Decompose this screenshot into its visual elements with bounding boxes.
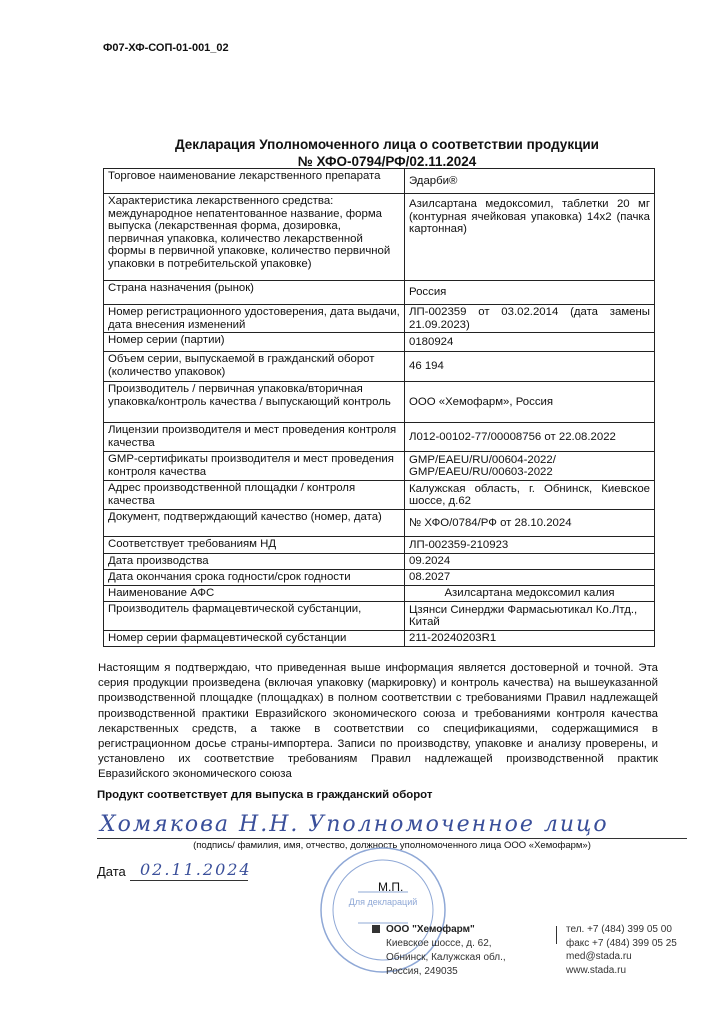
row-label: Производитель / первичная упаковка/вторичная упаковка/контроль качества / выпускающий контроль <box>104 382 405 423</box>
table-row <box>104 333 655 352</box>
row-value: 0180924 <box>405 333 655 352</box>
table-row <box>104 602 655 631</box>
date-label: Дата <box>97 864 126 879</box>
email-link[interactable]: med@stada.ru <box>566 951 632 962</box>
row-label: Номер серии (партии) <box>104 333 405 352</box>
handwritten-date: 02.11.2024 <box>140 860 252 879</box>
table-row <box>104 570 655 586</box>
stamp-label: М.П. <box>378 880 404 894</box>
row-value: № ХФО/0784/РФ от 28.10.2024 <box>405 510 655 537</box>
company-name: ООО "Хемофарм" <box>386 924 475 935</box>
date-line <box>130 880 248 881</box>
table-row <box>104 537 655 554</box>
row-value: Цзянси Синерджи Фармасьютикал Ко.Лтд., Китай <box>405 602 655 631</box>
address-line: Киевское шоссе, д. 62, <box>386 938 492 949</box>
row-value: 08.2027 <box>405 570 655 586</box>
footer-divider <box>556 926 557 944</box>
signature-line <box>97 838 687 839</box>
table-row <box>104 452 655 481</box>
row-value: ЛП-002359 от 03.02.2014 (дата замены 21.09.2023) <box>405 305 655 333</box>
company-logo-icon <box>372 925 380 933</box>
row-value: Азилсартана медоксомил калия <box>405 586 655 602</box>
row-value: ЛП-002359-210923 <box>405 537 655 554</box>
website-link[interactable]: www.stada.ru <box>566 964 627 976</box>
phone: тел. +7 (484) 399 05 00 <box>566 924 672 935</box>
row-label: Торговое наименование лекарственного препарата <box>104 169 405 194</box>
handwritten-signature: Хомякова Н.Н. Уполномоченное лицо <box>100 812 609 837</box>
table-row <box>104 281 655 305</box>
table-row <box>104 554 655 570</box>
row-value: 09.2024 <box>405 554 655 570</box>
row-value: Л012-00102-77/00008756 от 22.08.2022 <box>405 423 655 452</box>
row-label: Объем серии, выпускаемой в гражданский оборот (количество упаковок) <box>104 352 405 382</box>
fax: факс +7 (484) 399 05 25 <box>566 937 677 949</box>
table-row <box>104 194 655 281</box>
row-value: ООО «Хемофарм», Россия <box>405 382 655 423</box>
row-value: 211-20240203R1 <box>405 631 655 647</box>
table-row <box>104 481 655 510</box>
row-value: Калужская область, г. Обнинск, Киевское шоссе, д.62 <box>405 481 655 510</box>
row-label: Номер регистрационного удостоверения, дата выдачи, дата внесения изменений <box>104 305 405 333</box>
document-title <box>100 136 674 170</box>
stamp-text: Для деклараций <box>348 897 418 907</box>
address-line: Россия, 249035 <box>386 966 458 977</box>
row-label: Дата окончания срока годности/срок годности <box>104 570 405 586</box>
declaration-table <box>103 168 655 647</box>
row-value: GMP/EAEU/RU/00604-2022/ GMP/EAEU/RU/00603-2022 <box>405 452 655 481</box>
row-value: 46 194 <box>405 352 655 382</box>
row-label: Соответствует требованиям НД <box>104 537 405 554</box>
table-row <box>104 352 655 382</box>
signature-caption: (подпись/ фамилия, имя, отчество, должность уполномоченного лица ООО «Хемофарм») <box>193 840 591 851</box>
row-label: Характеристика лекарственного средства: международное непатентованное название, форма выпуска (лекарственная форма, дозировка, первичная упаковка, количество лекарственной формы в первичной упаковке, количество первичной упаковки в потребительской упаковке) <box>104 194 405 281</box>
row-label: Дата производства <box>104 554 405 570</box>
company-address <box>386 923 506 979</box>
row-label: GMP-сертификаты производителя и мест проведения контроля качества <box>104 452 405 481</box>
title-line-1: Декларация Уполномоченного лица о соответствии продукции <box>175 137 599 152</box>
table-row <box>104 631 655 647</box>
address-line: Обнинск, Калужская обл., <box>386 952 506 963</box>
table-row <box>104 169 655 194</box>
form-code: Ф07-ХФ-СОП-01-001_02 <box>103 42 229 54</box>
row-label: Страна назначения (рынок) <box>104 281 405 305</box>
table-row <box>104 586 655 602</box>
table-row <box>104 510 655 537</box>
table-row <box>104 423 655 452</box>
table-row <box>104 382 655 423</box>
row-label: Производитель фармацевтической субстанции, <box>104 602 405 631</box>
declaration-number: № ХФО-0794/РФ/02.11.2024 <box>297 154 477 169</box>
row-label: Наименование АФС <box>104 586 405 602</box>
row-label: Лицензии производителя и мест проведения контроля качества <box>104 423 405 452</box>
product-release-statement: Продукт соответствует для выпуска в гражданский оборот <box>97 789 433 801</box>
company-contacts <box>566 923 677 977</box>
row-value: Азилсартана медоксомил, таблетки 20 мг (контурная ячейковая упаковка) 14х2 (пачка картонная) <box>405 194 655 281</box>
row-label: Адрес производственной площадки / контроля качества <box>104 481 405 510</box>
row-value: Россия <box>405 281 655 305</box>
row-label: Документ, подтверждающий качество (номер, дата) <box>104 510 405 537</box>
row-value: Эдарби® <box>405 169 655 194</box>
confirmation-paragraph: Настоящим я подтверждаю, что приведенная выше информация является достоверной и точной. Эта серия продукции произведена (включая упаковку (маркировку) и контроль качества) на вышеуказанной производственной площадке (площадках) в полном соответствии с требованиями Правил надлежащей производственной практики Евразийского экономического союза и требованиями контроля качества лекарственных средств, а также в соответствии со спецификациями, содержащимися в регистрационном досье страны-импортера. Записи по производству, упаковке и анализу проверены, и установлено их соответствие требованиям Правил надлежащей производственной практик Евразийского экономического союза <box>98 662 658 781</box>
table-row <box>104 305 655 333</box>
row-label: Номер серии фармацевтической субстанции <box>104 631 405 647</box>
